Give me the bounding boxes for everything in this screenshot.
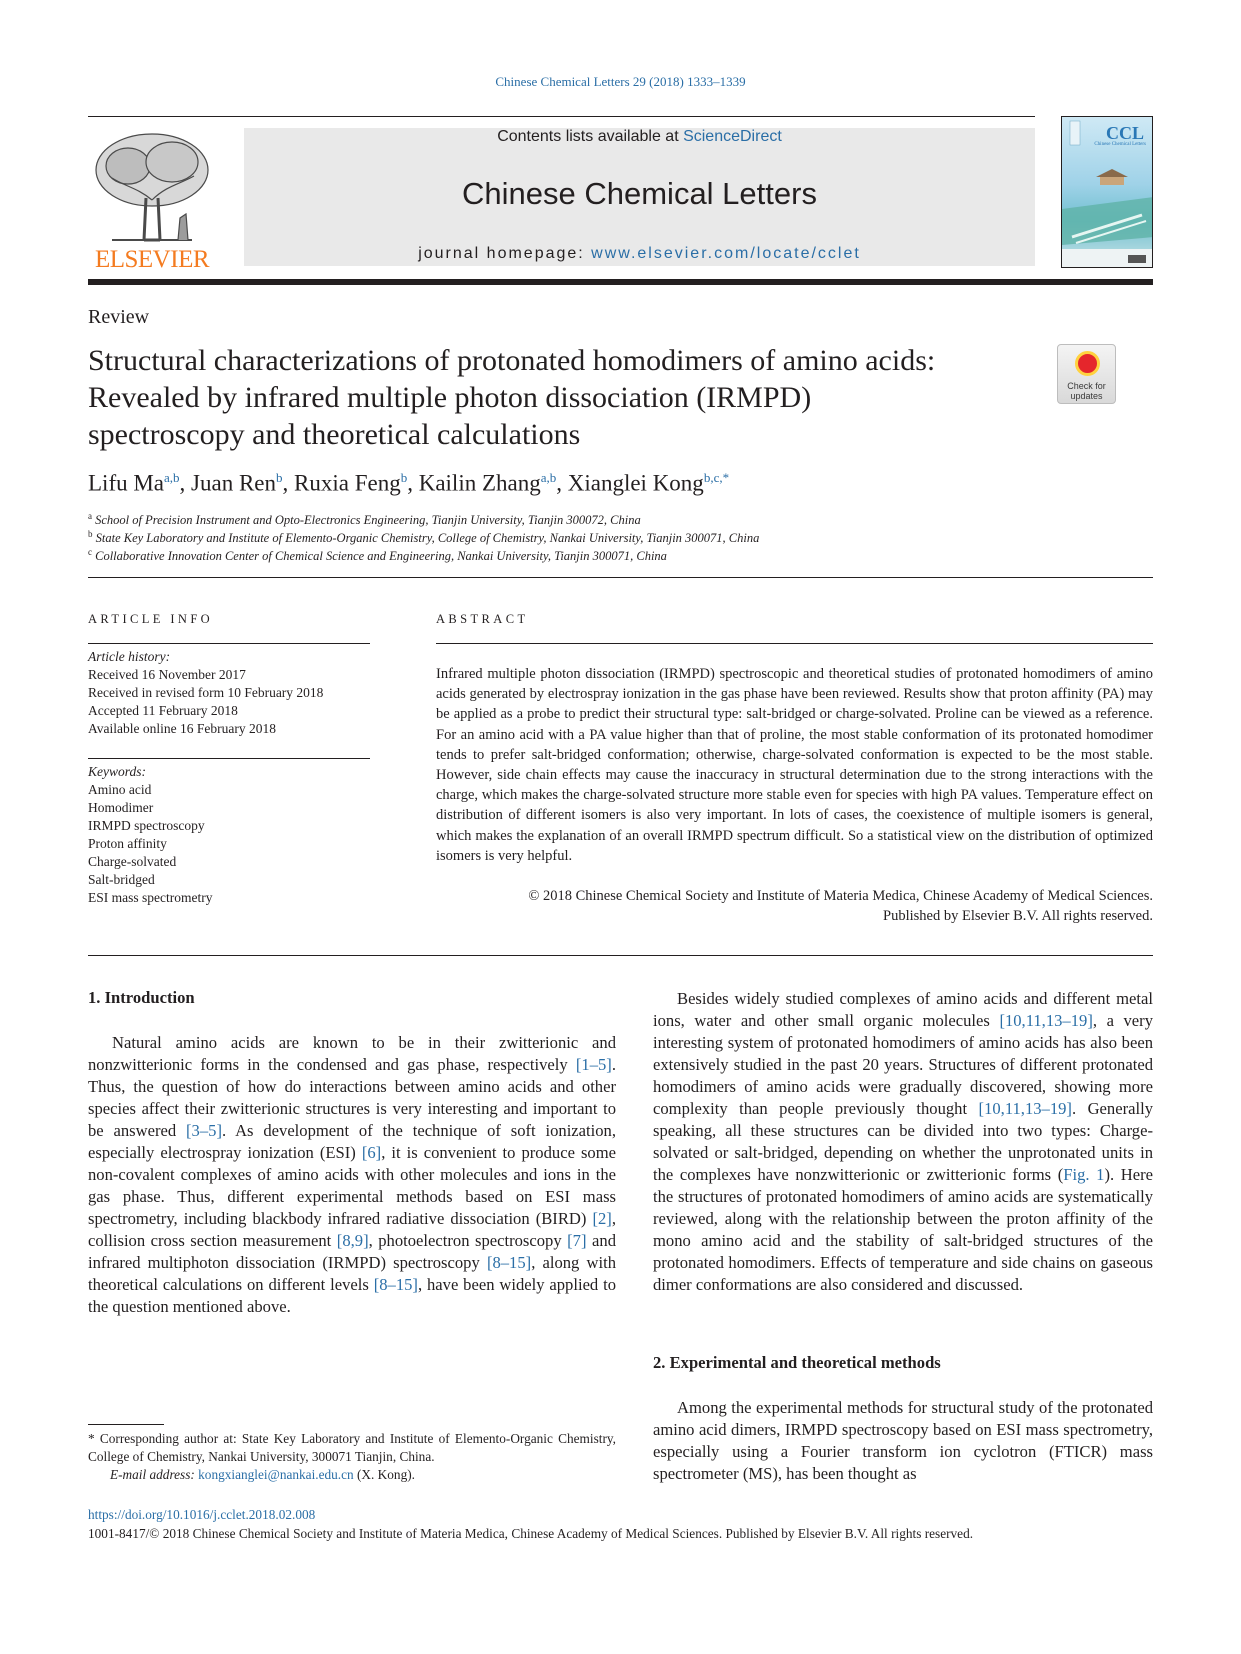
citation-link[interactable]: [10,11,13–19] (999, 1011, 1093, 1030)
homepage-line (244, 245, 1035, 263)
title-line: spectroscopy and theoretical calculations (88, 418, 581, 451)
footnote-rule (88, 1424, 164, 1425)
paragraph-text: . Generally speaking, all these structures can be divided into two types: Charge-solvated or salt-bridged, depending on whether the unprotonated units in the complexes have nonzwitterionic or zwitterionic forms ( (653, 1099, 1153, 1184)
title-line: Revealed by infrared multiple photon dissociation (IRMPD) (88, 381, 812, 414)
keywords-label: Keywords: (88, 764, 146, 779)
elsevier-logo (88, 128, 216, 273)
history-label: Article history: (88, 649, 171, 664)
intro-paragraph-2 (653, 988, 1153, 1296)
author-name[interactable]: Xianglei Kong (567, 470, 704, 496)
header-rule (88, 116, 1035, 117)
author-separator: , (556, 470, 568, 496)
citation-link[interactable]: Fig. 1 (1063, 1165, 1105, 1184)
section-heading-methods: 2. Experimental and theoretical methods (653, 1353, 941, 1372)
affiliation (88, 529, 759, 546)
tree-icon (88, 128, 216, 246)
article-info-rule (88, 643, 370, 644)
citation-link[interactable]: [1–5] (575, 1055, 612, 1074)
cover-art-icon (1062, 117, 1153, 268)
article-history (88, 648, 323, 738)
elsevier-wordmark: ELSEVIER (94, 246, 210, 273)
sciencedirect-link[interactable]: ScienceDirect (683, 128, 782, 145)
contents-prefix: Contents lists available at (497, 128, 684, 145)
journal-reference[interactable]: Chinese Chemical Letters 29 (2018) 1333–1339 (495, 74, 746, 89)
keyword: Amino acid (88, 782, 152, 797)
copyright-line: © 2018 Chinese Chemical Society and Institute of Materia Medica, Chinese Academy of Medical Sciences. (528, 888, 1153, 904)
body-rule (88, 955, 1153, 956)
citation-link[interactable]: [10,11,13–19] (978, 1099, 1072, 1118)
citation-link[interactable]: [6] (361, 1143, 382, 1162)
author-affiliation-mark[interactable]: b (400, 470, 408, 485)
homepage-link[interactable]: www.elsevier.com/locate/cclet (591, 245, 861, 262)
paragraph-text: , along with theoretical calculations on different levels (88, 1253, 617, 1294)
citation-link[interactable]: [8,9] (336, 1231, 369, 1250)
citation-link[interactable]: [8–15] (486, 1253, 532, 1272)
journal-banner (244, 128, 1035, 266)
paragraph-text: and infrared multiphoton dissociation (IRMPD) spectroscopy (88, 1231, 616, 1272)
history-item: Received in revised form 10 February 2018 (88, 685, 324, 700)
journal-name: Chinese Chemical Letters (462, 176, 817, 211)
keywords-rule (88, 758, 370, 759)
crossmark-label: Check for updates (1067, 381, 1106, 401)
intro-paragraph (88, 1032, 616, 1318)
abstract-text: Infrared multiple photon dissociation (IRMPD) spectroscopic and theoretical studies of protonated homodimers of amino acids generated by electrospray ionization in the gas phase have been reviewed. Results show that proton affinity (PA) may be applied as a probe to predict their structural type: salt-bridged or charge-solvated. Proline can be viewed as a reference. For an amino acid with a PA value higher than that of proline, the most stable conformation of its protonated homodimer tends to prefer salt-bridged conformation; otherwise, charge-solvated conformation is expected to be the most stable. However, side chain effects may cause the inaccuracy in structural determination due to the strong interactions with the charge, which makes the charge-solvated structure more stable even for species with high PA values. Temperature effect on distribution of different isomers is also very important. In lots of cases, the coexistence of multiple isomers is general, which makes the explanation of an overall IRMPD spectrum difficult. So a statistical view on the distribution of optimized isomers is very helpful. (436, 666, 1153, 864)
author-list (88, 470, 729, 497)
footnote-mark: * (88, 1431, 95, 1446)
citation-link[interactable]: [7] (567, 1231, 587, 1250)
paragraph-text: . As development of the technique of soft ionization, especially electrospray ionization (ESI) (88, 1121, 616, 1162)
paragraph-text: , a very interesting system of protonated homodimers of amino acids has also been extensively studied in the past 20 years. Structures of different protonated homodimers of amino acids were gradually discovered, showing more complexity than people previously thought (653, 1011, 1153, 1118)
author-name[interactable]: Lifu Ma (88, 470, 165, 496)
paragraph-text: Besides widely studied complexes of amino acids and different metal ions, water and other small organic molecules (653, 989, 1153, 1030)
homepage-prefix: journal homepage: (418, 245, 592, 262)
history-item: Accepted 11 February 2018 (88, 703, 238, 718)
article-title (88, 342, 1048, 453)
paragraph-text: ). Here the structures of protonated homodimers of amino acids are systematically reviewed, along with the relationship between the proton affinity of the mono amino acid and the stability of salt-bridged structures of the protonated homodimers. Effects of temperature and side chains on gaseous dimer conformations are also considered and discussed. (653, 1165, 1154, 1294)
abstract-heading: ABSTRACT (436, 612, 529, 626)
paragraph-text: . Thus, the question of how do interactions between amino acids and other species affect their zwitterionic structures is very interesting and important to be answered (88, 1055, 616, 1140)
contents-line (244, 128, 1035, 146)
citation-link[interactable]: [2] (592, 1209, 612, 1228)
affiliation-rule (88, 577, 1153, 578)
header-thick-rule (88, 279, 1153, 285)
affiliation (88, 547, 667, 564)
paragraph-text: Natural amino acids are known to be in their zwitterionic and nonzwitterionic forms in the condensed and gas phase, respectively (88, 1033, 616, 1074)
affiliation-text: State Key Laboratory and Institute of Elemento-Organic Chemistry, College of Chemistry, Nankai University, Tianjin 300071, China (95, 531, 760, 546)
author-affiliation-mark[interactable]: b (276, 470, 283, 485)
affiliation-mark: b (88, 529, 93, 539)
author-separator: , (282, 470, 295, 496)
article-type: Review (88, 306, 150, 328)
methods-paragraph: Among the experimental methods for structural study of the protonated amino acid dimers, IRMPD spectroscopy based on ESI mass spectrometry, especially using a Fourier transform ion cyclotron (FTICR) mass spectrometer (MS), has been thought as (653, 1398, 1153, 1483)
cover-title: CCL (1105, 123, 1144, 143)
keyword: Proton affinity (88, 836, 167, 851)
affiliation (88, 511, 641, 528)
keywords (88, 763, 212, 907)
corresponding-author-footnote (88, 1430, 616, 1484)
history-item: Received 16 November 2017 (88, 667, 246, 682)
paragraph-text: , photoelectron spectroscopy (368, 1231, 568, 1250)
keyword: Homodimer (88, 800, 154, 815)
email-link[interactable]: kongxianglei@nankai.edu.cn (198, 1467, 354, 1482)
keyword: IRMPD spectroscopy (88, 818, 205, 833)
footnote-text: Corresponding author at: State Key Laboratory and Institute of Elemento-Organic Chemistry, College of Chemistry, Nankai University, 300071 Tianjin, China. (88, 1431, 616, 1464)
paragraph-text: , have been widely applied to the question mentioned above. (88, 1275, 616, 1316)
history-item: Available online 16 February 2018 (88, 721, 276, 736)
keyword: Charge-solvated (88, 854, 177, 869)
author-name[interactable]: Juan Ren (191, 470, 277, 496)
doi-link[interactable]: https://doi.org/10.1016/j.cclet.2018.02.008 (88, 1507, 316, 1522)
author-name[interactable]: Ruxia Feng (294, 470, 401, 496)
citation-link[interactable]: [3–5] (186, 1121, 222, 1140)
author-name[interactable]: Kailin Zhang (418, 470, 541, 496)
title-line: Structural characterizations of protonated homodimers of amino acids: (88, 344, 936, 377)
paragraph-text: , it is convenient to produce some non-covalent complexes of amino acids with other molecules and ions in the gas phase. Thus, different experimental methods based on ESI mass spectrometry, including blackbody infrared radiative dissociation (BIRD) (88, 1143, 616, 1228)
affiliation-mark: c (88, 547, 92, 557)
keyword: Salt-bridged (88, 872, 155, 887)
author-affiliation-mark[interactable]: a,b (540, 470, 557, 485)
section-heading-introduction: 1. Introduction (88, 988, 195, 1007)
author-separator: , (179, 470, 192, 496)
crossmark-icon (1075, 351, 1100, 376)
author-separator: , (407, 470, 419, 496)
author-affiliation-mark[interactable]: b,c,* (703, 470, 730, 485)
journal-cover-thumbnail[interactable] (1061, 116, 1153, 268)
abstract-rule (436, 643, 1153, 644)
affiliation-text: Collaborative Innovation Center of Chemical Science and Engineering, Nankai University, Tianjin 300071, China (95, 549, 667, 564)
copyright-line: Published by Elsevier B.V. All rights reserved. (883, 908, 1153, 925)
cover-subtitle: Chinese Chemical Letters (1094, 142, 1146, 147)
check-for-updates-button[interactable] (1057, 344, 1116, 404)
author-affiliation-mark[interactable]: a,b (164, 470, 180, 485)
paragraph-text: , collision cross section measurement (88, 1209, 616, 1250)
abstract-copyright (436, 886, 1153, 926)
article-info-heading: ARTICLE INFO (88, 612, 214, 626)
email-label: E-mail address: (110, 1467, 199, 1482)
email-suffix: (X. Kong). (353, 1467, 415, 1482)
affiliation-text: School of Precision Instrument and Opto-Electronics Engineering, Tianjin University, Tianjin 300072, China (95, 513, 641, 528)
issn-copyright-line: 1001-8417/© 2018 Chinese Chemical Society and Institute of Materia Medica, Chinese Academy of Medical Sciences. Published by Elsevier B.V. All rights reserved. (88, 1526, 974, 1541)
affiliation-mark: a (88, 511, 92, 521)
citation-link[interactable]: [8–15] (373, 1275, 418, 1294)
keyword: ESI mass spectrometry (88, 890, 213, 905)
